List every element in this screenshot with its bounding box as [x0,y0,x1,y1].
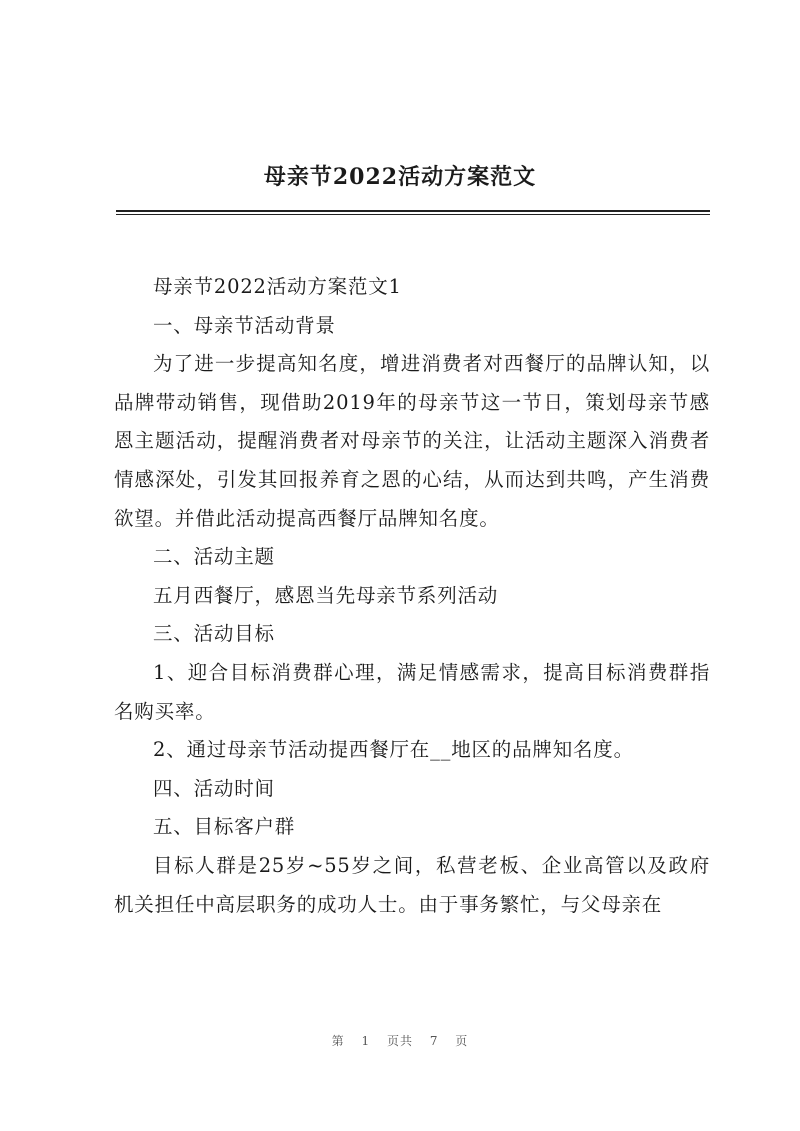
footer-ye: 页 [455,1034,469,1048]
footer-di: 第 [331,1034,345,1048]
body-paragraph: 五月西餐厅，感恩当先母亲节系列活动 [153,583,499,607]
section-heading: 五、目标客户群 [153,815,296,839]
footer-ye-gong: 页共 [386,1034,413,1048]
body-paragraph: 2、通过母亲节活动提西餐厅在__地区的品牌知名度。 [153,738,634,762]
document-body [114,268,710,924]
body-paragraph: 1、迎合目标消费群心理，满足情感需求，提高目标消费群指名购买率。 [114,660,710,723]
section-heading: 二、活动主题 [153,545,275,569]
title-divider [116,210,710,215]
page-footer [0,1032,800,1049]
section-heading: 一、母亲节活动背景 [153,313,336,337]
body-paragraph: 为了进一步提高知名度，增进消费者对西餐厅的品牌认知，以品牌带动销售，现借助2019年的母亲节这一节日，策划母亲节感恩主题活动，提醒消费者对母亲节的关注，让活动主题深入消费者情感深处，引发其回报养育之恩的心结，从而达到共鸣，产生消费欲望。并借此活动提高西餐厅品牌知名度。 [114,352,710,530]
document-title: 母亲节2022活动方案范文 [263,164,537,190]
section-heading: 母亲节2022活动方案范文1 [153,275,402,298]
section-heading: 三、活动目标 [153,622,275,646]
footer-page-number: 1 [361,1034,371,1048]
body-paragraph: 目标人群是25岁~55岁之间，私营老板、企业高管以及政府机关担任中高层职务的成功人士。由于事务繁忙，与父母亲在 [114,853,710,916]
footer-total-pages: 7 [429,1034,439,1048]
section-heading: 四、活动时间 [153,776,275,800]
